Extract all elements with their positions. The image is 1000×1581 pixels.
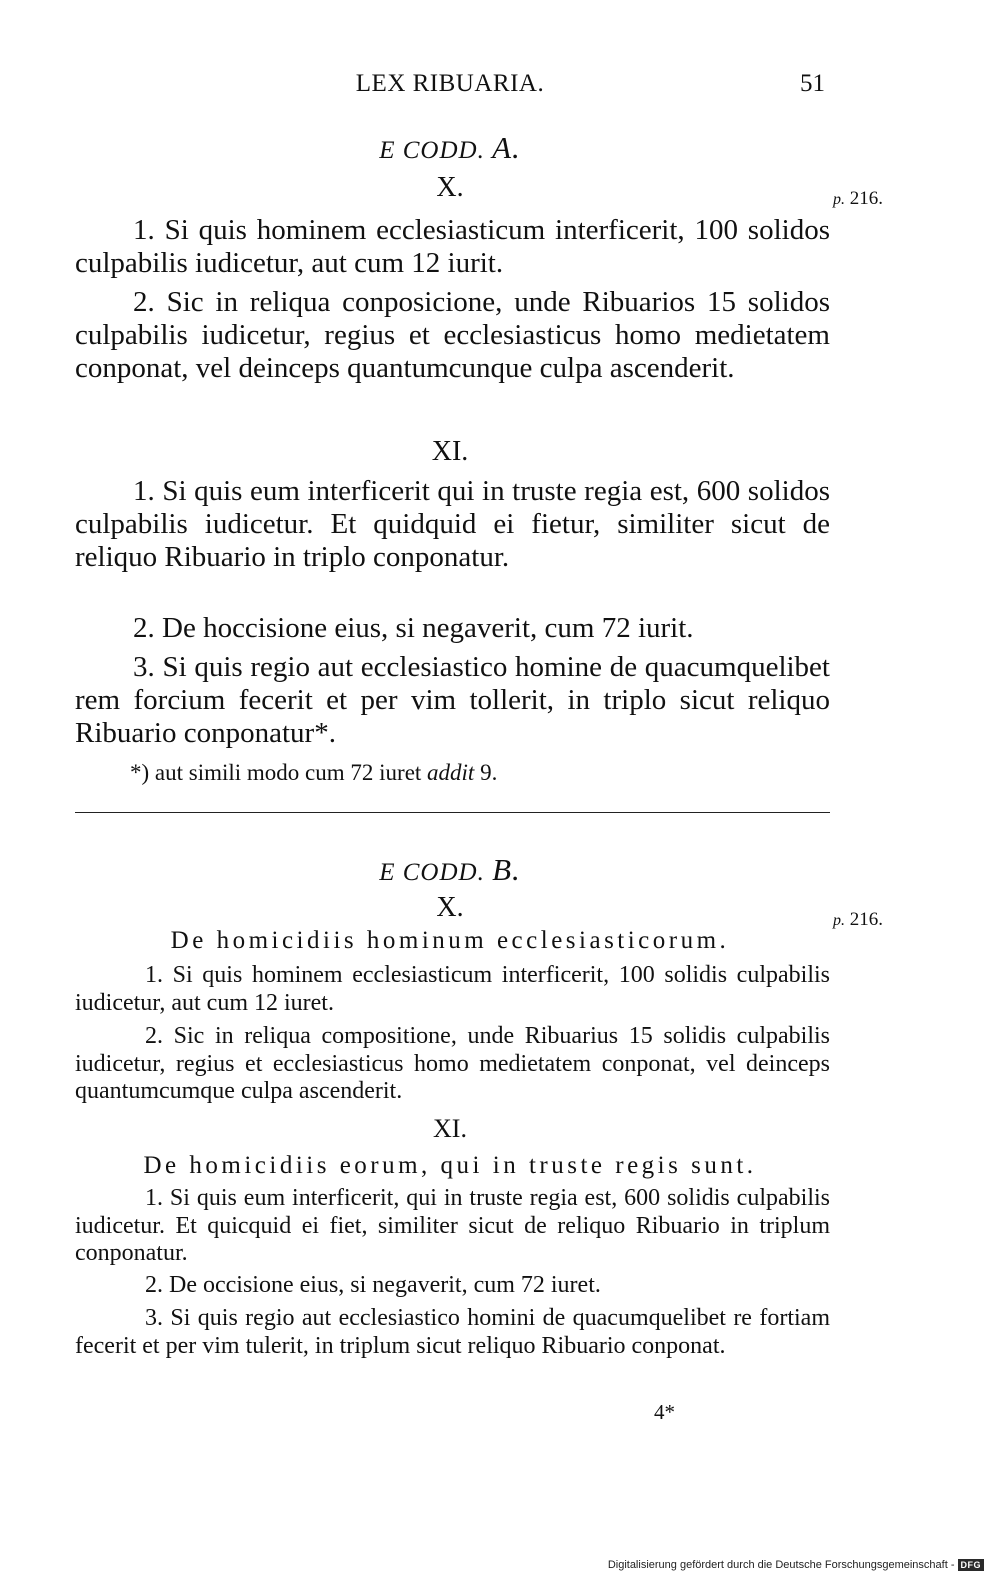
section-a-margin-page-ref	[833, 188, 883, 210]
section-b-chapter-xi-heading: XI.	[433, 1114, 467, 1143]
section-b-x-rubric: De homicidiis hominum ecclesiasticorum.	[170, 927, 730, 954]
dfg-logo-icon: DFG	[958, 1559, 985, 1571]
section-a-xi-paragraph-3: 3. Si quis regio aut ecclesiastico homine de quacumquelibet rem forcium fecerit et per vim tollerit, in triplo sicut reliquo Ribuario conponatur*.	[75, 651, 830, 749]
footnote-ref: 9.	[480, 760, 498, 785]
section-a-x-paragraph-1: 1. Si quis hominem ecclesiasticum interficerit, 100 solidos culpabilis iudicetur, aut cum 12 iurit.	[75, 214, 830, 279]
section-a-xi-paragraph-1: 1. Si quis eum interficerit qui in truste regia est, 600 solidos culpabilis iudicetur. Et quidquid ei fietur, similiter sicut de reliquo Ribuario in triplo conponatur.	[75, 475, 830, 573]
section-a-xi-paragraph-2: 2. De hoccisione eius, si negaverit, cum 72 iurit.	[133, 612, 694, 644]
section-a-chapter-x-heading: X.	[436, 172, 464, 203]
margin-ref-num: 216.	[849, 188, 883, 209]
footnote	[130, 760, 497, 786]
section-b-xi-paragraph-1: 1. Si quis eum interficerit, qui in truste regia est, 600 solidis culpabilis iudicetur. Et quicquid ei fiet, similiter sicut de reliquo Ribuario in triplum conponatur.	[75, 1185, 830, 1266]
footnote-text: *) aut simili modo cum 72 iuret	[130, 760, 422, 785]
margin-ref-p: p.	[833, 912, 845, 929]
margin-ref-p: p.	[833, 191, 845, 208]
section-b-xi-paragraph-2: 2. De occisione eius, si negaverit, cum 72 iuret.	[145, 1272, 601, 1298]
section-a-title-prefix: E CODD.	[379, 137, 485, 164]
section-a-x-paragraph-2: 2. Sic in reliqua conposicione, unde Ribuarios 15 solidos culpabilis iudicetur, regius et ecclesiasticus homo medietatem conponat, vel deinceps quantumcunque culpa ascenderit.	[75, 286, 830, 384]
margin-ref-num: 216.	[849, 909, 883, 930]
digitization-credit	[608, 1559, 984, 1571]
section-b-xi-paragraph-3: 3. Si quis regio aut ecclesiastico homini de quacumquelibet re fortiam fecerit et per vim tulerit, in triplum sicut reliquo Ribuario conponat.	[75, 1305, 830, 1359]
page-number: 51	[800, 70, 825, 97]
running-header-title: LEX RIBUARIA.	[355, 70, 545, 97]
section-b-title-prefix: E CODD.	[379, 859, 485, 886]
section-divider	[75, 812, 830, 813]
footnote-addit: addit	[427, 760, 475, 785]
section-a-chapter-xi-heading: XI.	[431, 436, 469, 467]
section-b-title-letter: B.	[492, 852, 521, 887]
section-b-title	[0, 852, 900, 888]
section-a-title	[0, 130, 900, 166]
section-b-xi-rubric: De homicidiis eorum, qui in truste regis sunt.	[143, 1152, 757, 1179]
section-b-x-paragraph-2: 2. Sic in reliqua compositione, unde Ribuarius 15 solidis culpabilis iudicetur, regius et ecclesiasticus homo medietatem conponat, vel deinceps quantumcumque culpa ascenderit.	[75, 1023, 830, 1104]
section-a-title-letter: A.	[492, 130, 521, 165]
section-b-chapter-x-heading: X.	[436, 892, 464, 923]
signature-mark: 4*	[654, 1400, 675, 1424]
section-b-x-paragraph-1: 1. Si quis hominem ecclesiasticum interficerit, 100 solidis culpabilis iudicetur, aut cum 12 iuret.	[75, 962, 830, 1016]
credit-text: Digitalisierung gefördert durch die Deutsche Forschungsgemeinschaft -	[607, 1559, 955, 1571]
